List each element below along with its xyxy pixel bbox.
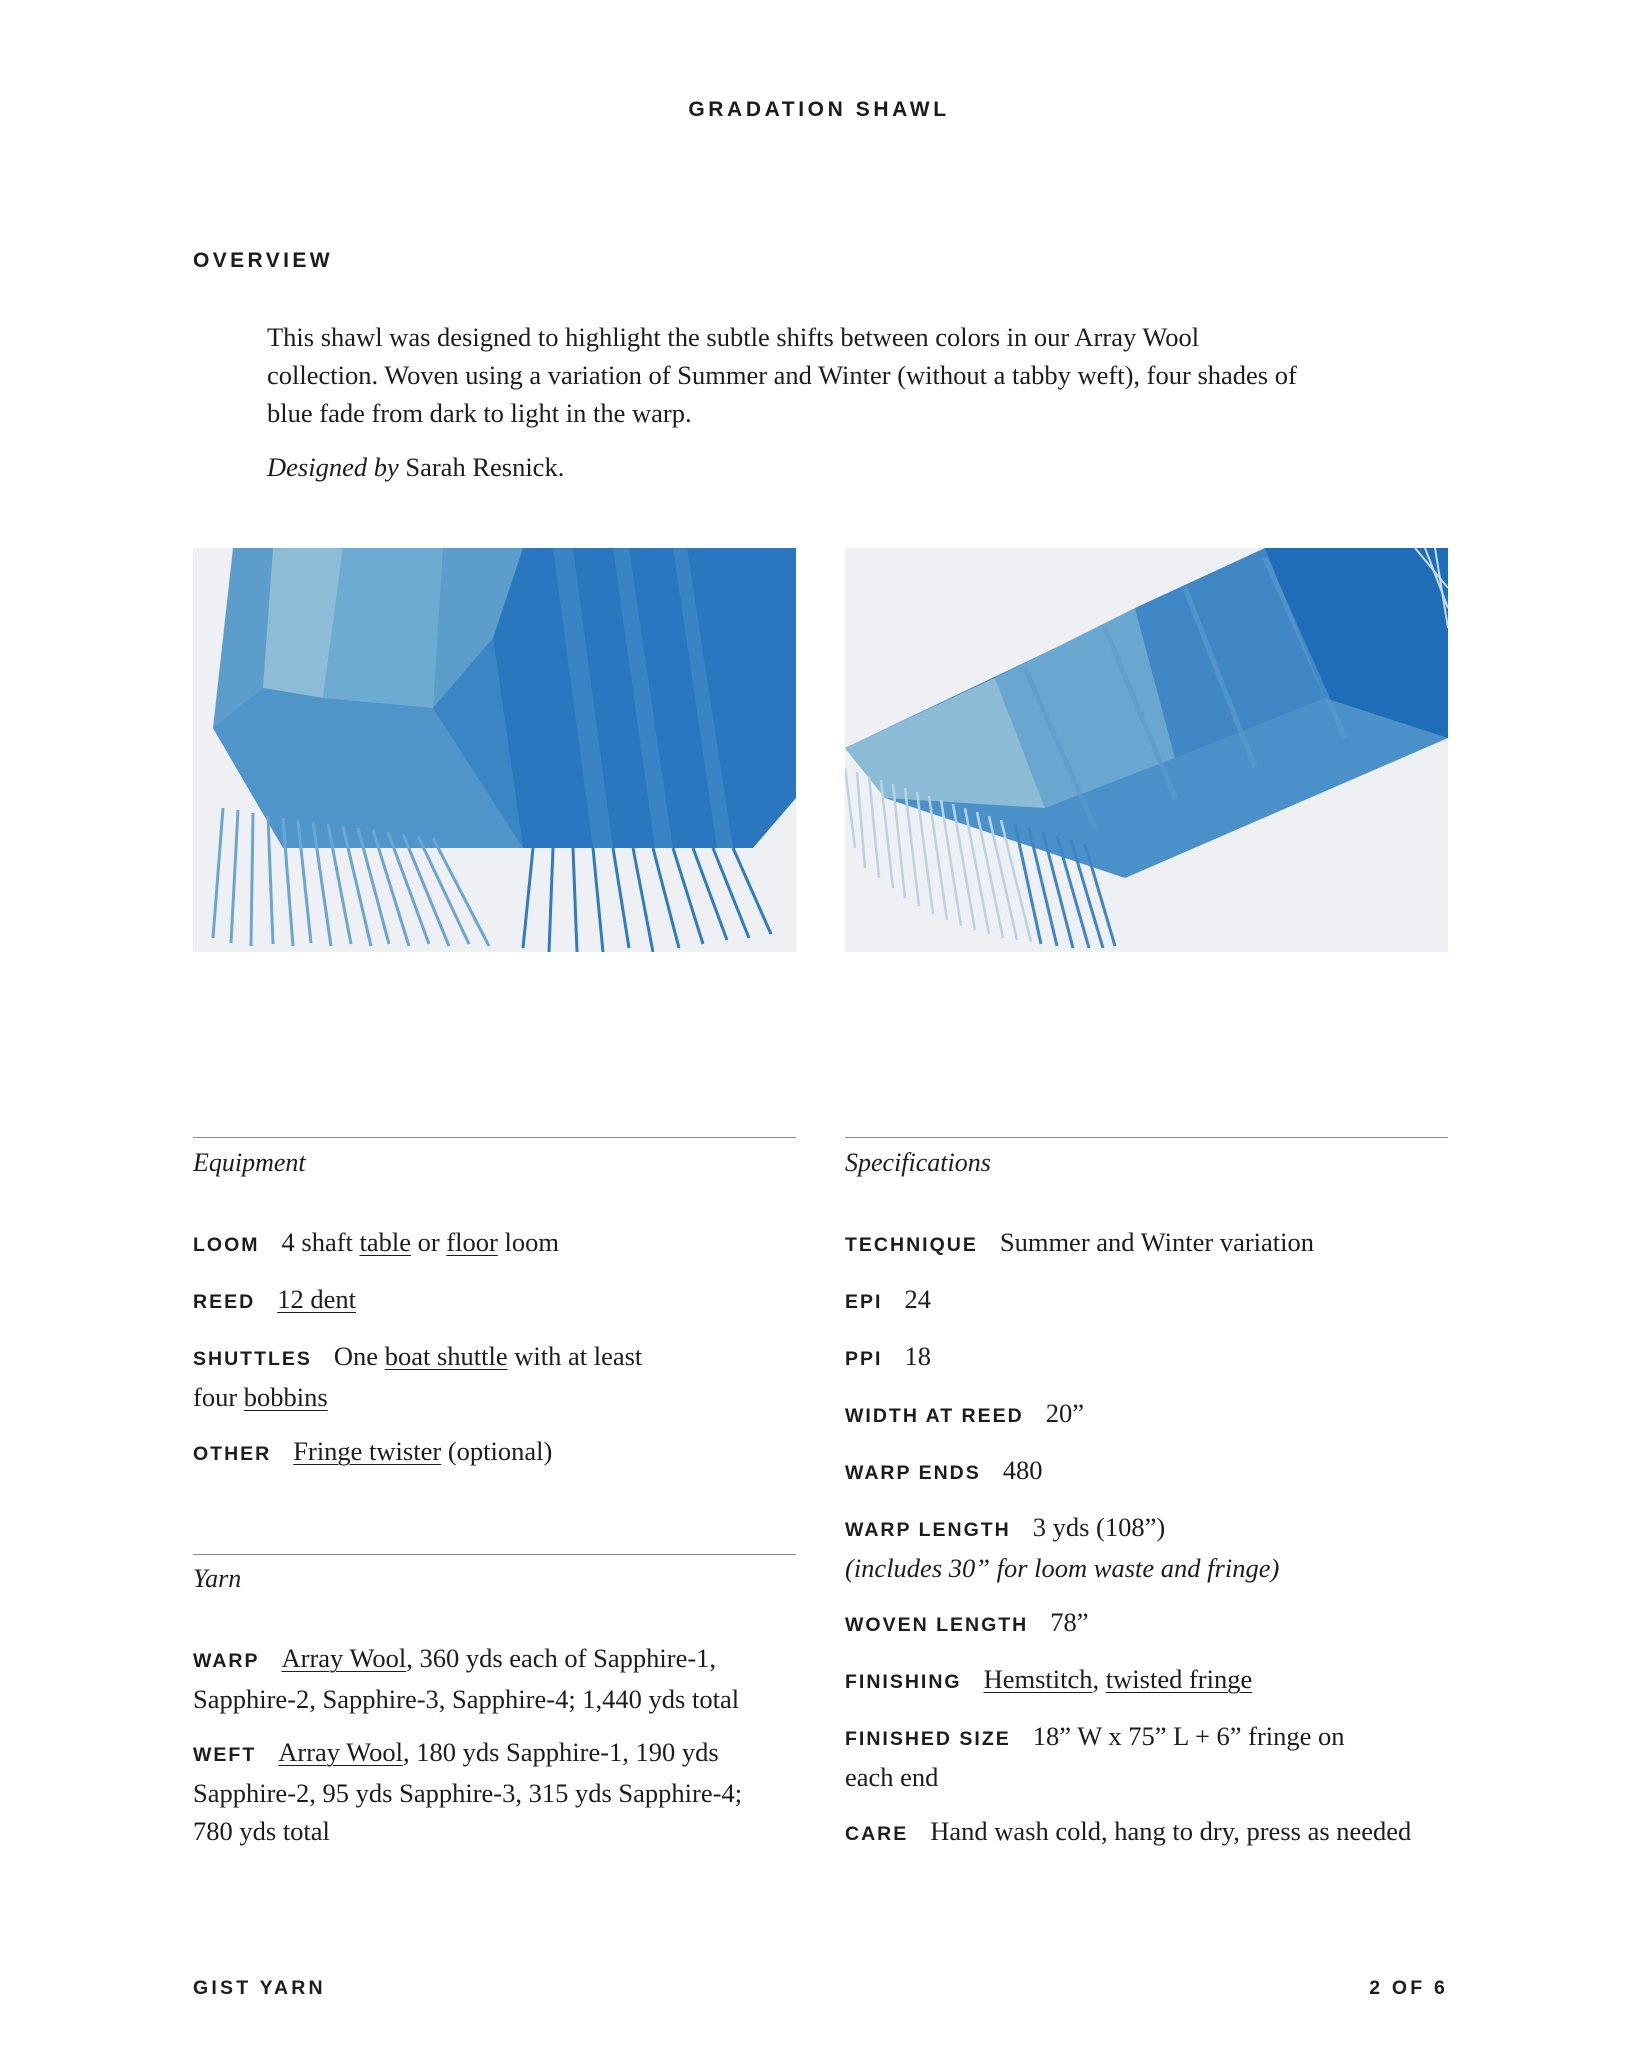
weft-text: , 180 yds Sapphire-1, 190 yds — [402, 1737, 719, 1767]
page-number: 2 OF 6 — [1369, 1977, 1448, 1999]
spec-other — [193, 1432, 552, 1473]
overview-paragraph — [267, 318, 1387, 432]
spec-shuttles — [193, 1337, 796, 1416]
yarn-divider — [193, 1554, 796, 1555]
shuttles-label: SHUTTLES — [193, 1348, 312, 1370]
bobbins-link[interactable]: bobbins — [243, 1382, 328, 1412]
boat-shuttle-link[interactable]: boat shuttle — [384, 1341, 508, 1371]
other-text: (optional) — [441, 1436, 553, 1466]
weft-text: Sapphire-2, 95 yds Sapphire-3, 315 yds Sapphire-4; — [193, 1778, 743, 1808]
loom-label: LOOM — [193, 1234, 260, 1256]
care-label: CARE — [845, 1823, 909, 1845]
shawl-photo-folded — [193, 548, 796, 952]
overview-heading: OVERVIEW — [193, 249, 334, 272]
page-title: GRADATION SHAWL — [688, 98, 950, 121]
spec-technique — [845, 1223, 1314, 1264]
care-value: Hand wash cold, hang to dry, press as needed — [930, 1816, 1412, 1846]
reed-link[interactable]: 12 dent — [277, 1284, 356, 1314]
warp-length-note: (includes 30” for loom waste and fringe) — [845, 1553, 1280, 1583]
technique-value: Summer and Winter variation — [999, 1227, 1315, 1257]
loom-text: 4 shaft — [281, 1227, 360, 1257]
shawl-illustration-right — [845, 548, 1448, 952]
weft-text: 780 yds total — [193, 1816, 330, 1846]
fringe-twister-link[interactable]: Fringe twister — [293, 1436, 442, 1466]
warp-length-label: WARP LENGTH — [845, 1519, 1011, 1541]
overview-line: blue fade from dark to light in the warp. — [267, 398, 692, 428]
designed-by-label: Designed by — [267, 452, 399, 482]
designer-credit — [267, 448, 564, 486]
spec-ppi — [845, 1337, 931, 1378]
twisted-fringe-link[interactable]: twisted fringe — [1105, 1664, 1253, 1694]
warp-ends-label: WARP ENDS — [845, 1462, 981, 1484]
shawl-photo-fringe — [845, 548, 1448, 952]
overview-line: collection. Woven using a variation of Summer and Winter (without a tabby weft), four shades of — [267, 360, 1297, 390]
equipment-title: Equipment — [193, 1148, 306, 1177]
ppi-label: PPI — [845, 1348, 883, 1370]
weft-label: WEFT — [193, 1744, 257, 1766]
woven-length-label: WOVEN LENGTH — [845, 1614, 1029, 1636]
yarn-title: Yarn — [193, 1564, 242, 1593]
equipment-divider — [193, 1137, 796, 1138]
loom-text: or — [411, 1227, 447, 1257]
overview-line: This shawl was designed to highlight the subtle shifts between colors in our Array Wool — [267, 322, 1200, 352]
spec-reed — [193, 1280, 356, 1321]
floor-loom-link[interactable]: floor — [446, 1227, 498, 1257]
width-at-reed-label: WIDTH AT REED — [845, 1405, 1024, 1427]
reed-label: REED — [193, 1291, 256, 1313]
loom-text: loom — [497, 1227, 559, 1257]
shuttles-text: four — [193, 1382, 244, 1412]
width-at-reed-value: 20” — [1045, 1398, 1084, 1428]
spec-finished-size — [845, 1717, 1448, 1796]
finished-size-label: FINISHED SIZE — [845, 1728, 1011, 1750]
spec-width-at-reed — [845, 1394, 1084, 1435]
spec-weft — [193, 1733, 796, 1850]
technique-label: TECHNIQUE — [845, 1234, 978, 1256]
table-loom-link[interactable]: table — [359, 1227, 412, 1257]
warp-ends-value: 480 — [1002, 1455, 1043, 1485]
warp-label: WARP — [193, 1650, 260, 1672]
warp-text: , 360 yds each of Sapphire-1, — [406, 1643, 717, 1673]
warp-text: Sapphire-2, Sapphire-3, Sapphire-4; 1,440 yds total — [193, 1684, 740, 1714]
array-wool-link[interactable]: Array Wool — [281, 1643, 407, 1673]
epi-label: EPI — [845, 1291, 883, 1313]
spec-loom — [193, 1223, 559, 1264]
spec-warp-length — [845, 1508, 1448, 1587]
specifications-divider — [845, 1137, 1448, 1138]
specifications-title: Specifications — [845, 1148, 991, 1177]
spec-warp-ends — [845, 1451, 1043, 1492]
finished-size-value: 18” W x 75” L + 6” fringe on — [1032, 1721, 1345, 1751]
ppi-value: 18 — [904, 1341, 931, 1371]
spec-finishing — [845, 1660, 1252, 1701]
hemstitch-link[interactable]: Hemstitch — [983, 1664, 1093, 1694]
shawl-illustration-left — [193, 548, 796, 952]
spec-care — [845, 1812, 1411, 1853]
shuttles-text: One — [333, 1341, 385, 1371]
spec-warp — [193, 1639, 796, 1718]
warp-length-value: 3 yds (108”) — [1032, 1512, 1166, 1542]
designer-name: Sarah Resnick. — [405, 452, 565, 482]
spec-woven-length — [845, 1603, 1089, 1644]
finishing-label: FINISHING — [845, 1671, 962, 1693]
woven-length-value: 78” — [1050, 1607, 1089, 1637]
footer-brand: GIST YARN — [193, 1977, 326, 1999]
finishing-separator: , — [1092, 1664, 1106, 1694]
spec-epi — [845, 1280, 931, 1321]
other-label: OTHER — [193, 1443, 272, 1465]
epi-value: 24 — [904, 1284, 931, 1314]
finished-size-value-line2: each end — [845, 1762, 939, 1792]
array-wool-link[interactable]: Array Wool — [278, 1737, 403, 1767]
shuttles-text: with at least — [507, 1341, 643, 1371]
